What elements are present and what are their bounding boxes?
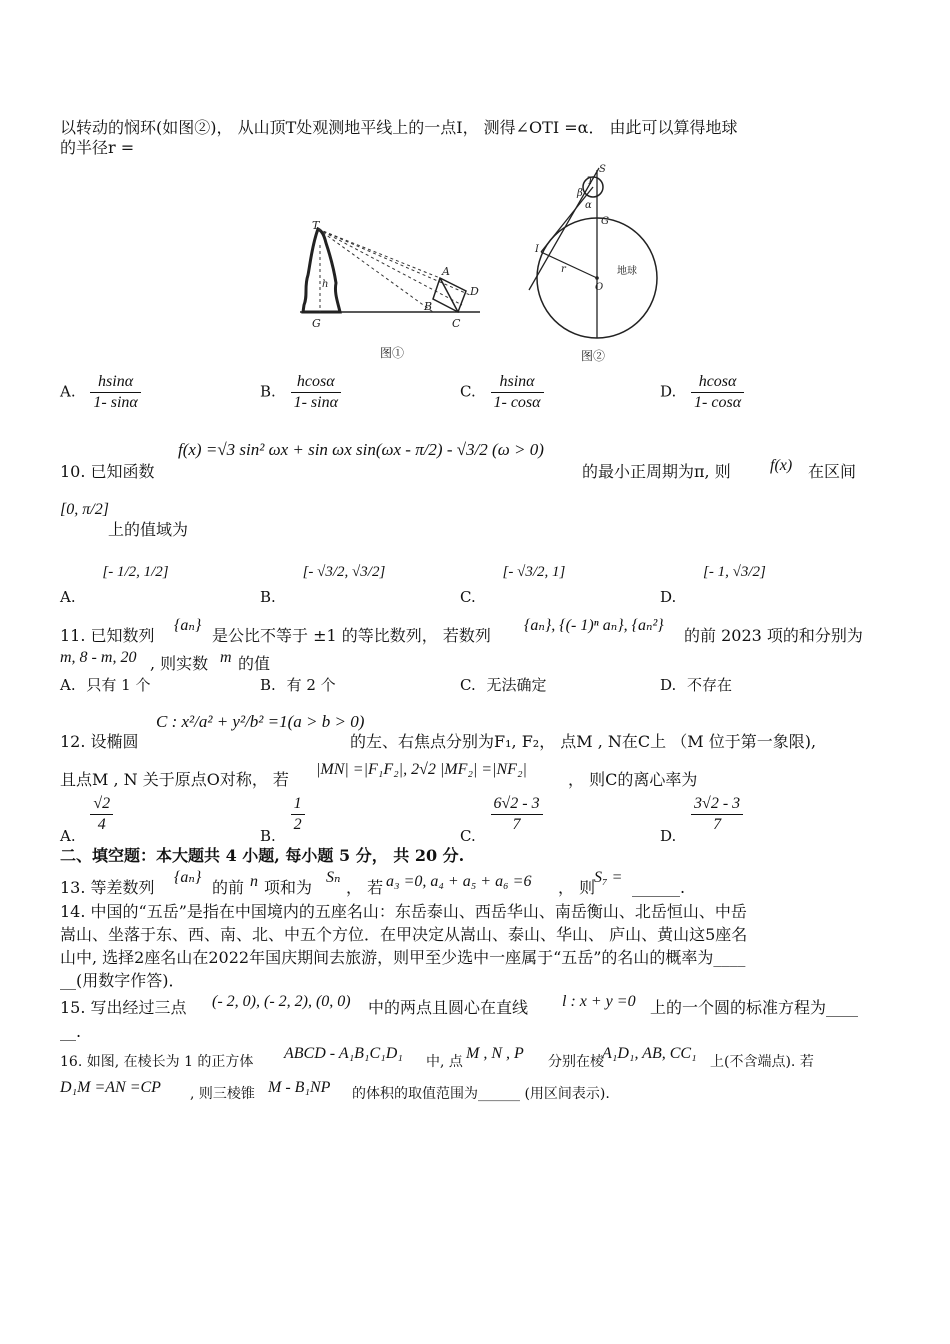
q16-cube: ABCD - A₁B₁C₁D₁: [284, 1045, 403, 1062]
q14-line1: 14. 中国的“五岳”是指在中国境内的五座名山：东岳泰山、西岳华山、南岳衡山、北岳恒山、中岳: [60, 902, 747, 921]
q13-a: 13. 等差数列: [60, 878, 155, 897]
fig2-label-earth: 地球: [617, 266, 637, 277]
q11-option-a: A. 只有 1 个: [60, 676, 151, 694]
q12-option-b: B. $\frac{1}{2}$: [260, 794, 305, 835]
q16-b: 中, 点: [426, 1054, 463, 1070]
section2-heading: 二、填空题：本大题共 4 小题, 每小题 5 分， 共 20 分.: [60, 846, 465, 865]
q10-option-d: D. [- 1, √3/2]: [660, 564, 766, 606]
q15-line: l : x + y =0: [562, 993, 636, 1010]
q11-seq: {aₙ}: [174, 617, 202, 634]
q16-e: , 则三棱锥: [190, 1086, 255, 1102]
q16-a: 16. 如图, 在棱长为 1 的正方体: [60, 1054, 254, 1070]
q9-line2: 的半径r =: [60, 138, 135, 157]
q13-n: n: [250, 873, 258, 890]
fig2-label-r: r: [561, 264, 566, 275]
fig1-label-h: h: [322, 279, 329, 290]
q11-line2d: 的值: [238, 654, 271, 673]
q16-d: 上(不含端点). 若: [710, 1054, 814, 1070]
fig2-label-beta: β: [577, 188, 583, 199]
q15-a: 15. 写出经过三点: [60, 998, 187, 1017]
q12-formula: C : x²/a² + y²/b² =1(a > b > 0): [156, 712, 365, 731]
q10-prefix: 10. 已知函数: [60, 462, 155, 481]
q11-m: m: [220, 649, 232, 666]
q12-option-c: C. $\frac{6√2 - 3}{7}$: [460, 794, 543, 835]
q10-suffix2: 在区间: [808, 462, 857, 481]
figure-2: [515, 160, 665, 370]
q12-mid: 的左、右焦点分别为F₁, F₂， 点M , N在C上 （M 位于第一象限),: [350, 732, 817, 751]
q16-edges: A₁D₁, AB, CC₁: [602, 1045, 697, 1062]
fig2-label-t: T: [587, 176, 594, 187]
q14-line3: 山中, 选择2座名山在2022年国庆期间去旅游，则甲至少选中一座属于“五岳”的名山的概率为____: [60, 948, 746, 967]
q10-option-b: B. [- √3/2, √3/2]: [260, 564, 386, 606]
q13-d: ， 若: [346, 878, 384, 897]
fig2-label-o: O: [595, 282, 604, 293]
q13-c: 项和为: [264, 878, 313, 897]
q10-option-c: C. [- √3/2, 1]: [460, 564, 566, 606]
q9-option-c: C. $\frac{hsin\alpha}{1- \cos\alpha}$: [460, 372, 544, 413]
q10-line2: 上的值域为: [108, 520, 189, 539]
fig2-label-g: G: [601, 216, 609, 227]
q16-c: 分别在棱: [548, 1054, 604, 1070]
q10-formula: f(x) =√3 sin² ωx + sin ωx sin(ωx - π/2) - √3/2 (ω > 0): [178, 440, 544, 459]
q14-line4: __(用数字作答)．: [60, 971, 185, 990]
fig1-label-d: D: [470, 285, 479, 298]
q11-option-d: D. 不存在: [660, 676, 733, 694]
q15-c: 上的一个圆的标准方程为____: [650, 998, 859, 1017]
fig1-caption: 图①: [380, 346, 405, 360]
q12-line2a: 且点M , N 关于原点O对称， 若: [60, 770, 289, 789]
q11-seqs: {aₙ}, {(- 1)ⁿ aₙ}, {aₙ²}: [524, 617, 664, 634]
q13-condition: a₃ =0, a₄ + a₅ + a₆ =6: [386, 873, 532, 890]
q12-option-d: D. $\frac{3√2 - 3}{7}$: [660, 794, 743, 835]
q9-line1: 以转动的悯环(如图②)， 从山顶T处观测地平线上的一点I， 测得∠OTI =α． 由此可以算得地球: [60, 118, 738, 137]
fig2-label-alpha: α: [585, 200, 592, 211]
q10-fx: f(x): [770, 457, 793, 474]
fig1-label-a: A: [442, 265, 450, 278]
q10-interval: [0, π/2]: [60, 501, 109, 518]
q15-b: 中的两点且圆心在直线: [368, 998, 529, 1017]
q13-e: ， 则: [558, 878, 596, 897]
q12-line2b: ， 则C的离心率为: [568, 770, 698, 789]
q16-f: 的体积的取值范围为______ (用区间表示).: [352, 1086, 610, 1102]
fig2-label-i: I: [535, 244, 539, 255]
q13-seq: {aₙ}: [174, 869, 202, 886]
q9-option-b: B. $\frac{hcos\alpha}{1- \sin\alpha}$: [260, 372, 341, 413]
fig1-label-g: G: [312, 317, 321, 330]
q15-points: (- 2, 0), (- 2, 2), (0, 0): [212, 993, 351, 1010]
figure-1: [290, 215, 490, 370]
fig1-label-b: B: [424, 300, 433, 313]
q10-option-a: A. [- 1/2, 1/2]: [60, 564, 169, 606]
q12-prefix: 12. 设椭圆: [60, 732, 139, 751]
q9-option-a: A. $\frac{hsin\alpha}{1- \sin\alpha}$: [60, 372, 141, 413]
q9-option-d: D. $\frac{hcos\alpha}{1- \cos\alpha}$: [660, 372, 744, 413]
fig1-label-t: T: [312, 219, 320, 232]
q16-points: M , N , P: [466, 1045, 524, 1062]
q11-line2b: , 则实数: [150, 654, 209, 673]
q16-pyramid: M - B₁NP: [268, 1079, 331, 1096]
q11-line1b: 是公比不等于 ±1 的等比数列， 若数列: [212, 626, 491, 645]
q11-option-c: C. 无法确定: [460, 676, 547, 694]
q13-sn: Sₙ: [326, 869, 341, 886]
q10-suffix1: 的最小正周期为π, 则: [582, 462, 731, 481]
q14-line2: 嵩山、坐落于东、西、南、北、中五个方位．在甲决定从嵩山、泰山、华山、 庐山、黄山这5座名: [60, 925, 748, 944]
fig2-label-s: S: [599, 164, 606, 175]
fig1-label-c: C: [452, 317, 461, 330]
q11-line1c: 的前 2023 项的和分别为: [684, 626, 863, 645]
q11-line1a: 11. 已知数列: [60, 626, 155, 645]
q12-option-a: A. $\frac{√2}{4}$: [60, 794, 113, 835]
q12-condition: |MN| =|F₁F₂|, 2√2 |MF₂| =|NF₂|: [316, 761, 527, 778]
q11-option-b: B. 有 2 个: [260, 676, 336, 694]
fig2-caption: 图②: [581, 349, 606, 363]
q13-s7: S₇ =: [594, 869, 623, 886]
q13-b: 的前: [212, 878, 245, 897]
q11-vals: m, 8 - m, 20: [60, 649, 137, 666]
q15-line2: __.: [60, 1022, 82, 1041]
q16-condition: D₁M =AN =CP: [60, 1079, 161, 1096]
q13-blank: ______.: [632, 878, 686, 897]
